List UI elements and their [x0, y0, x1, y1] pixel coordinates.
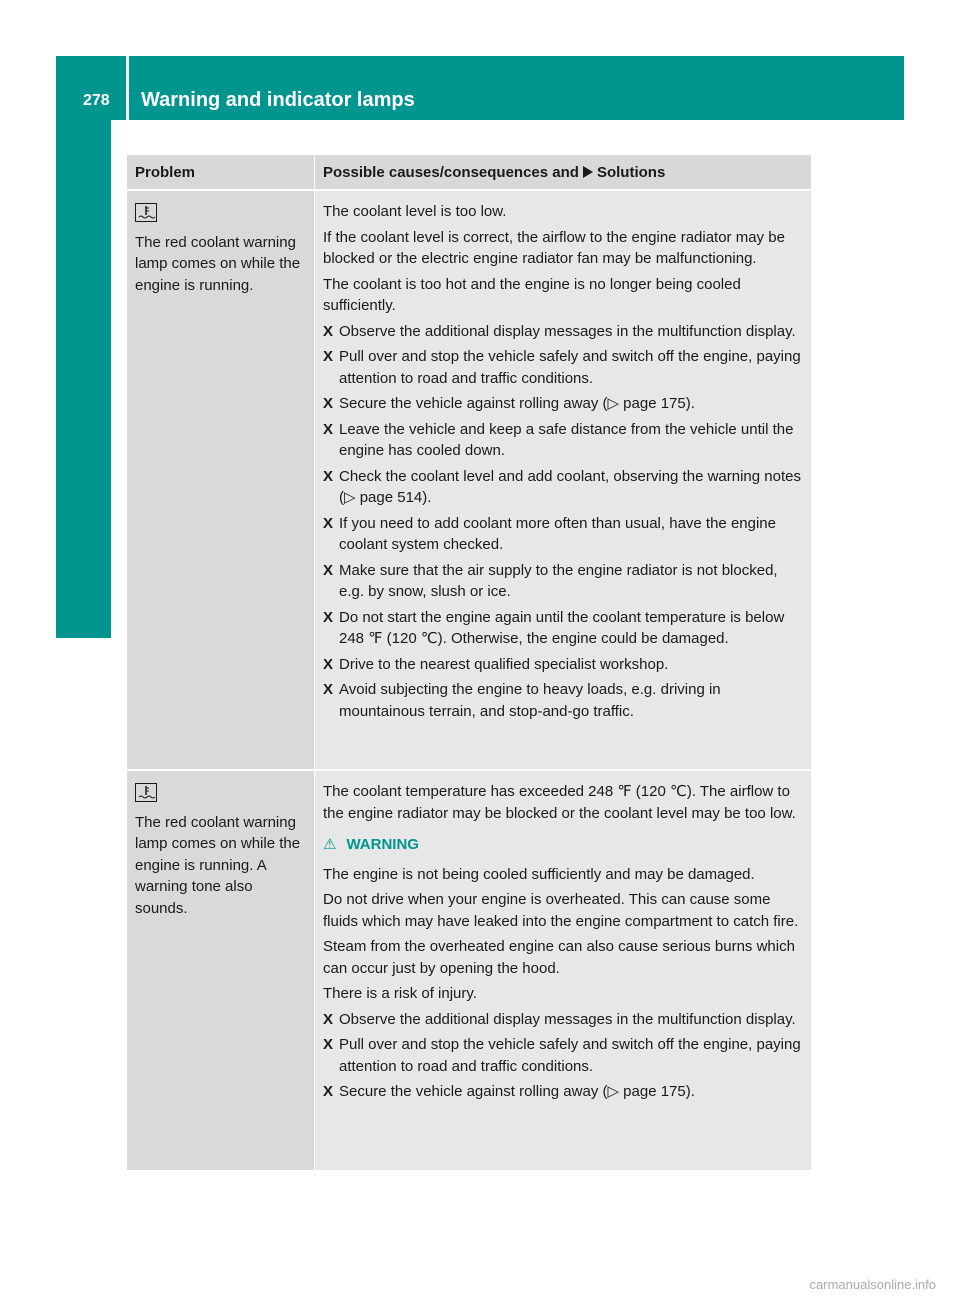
- paragraph: If the coolant level is correct, the airflow to the engine radiator may be blocked or the electric engine radiator fan may be malfunctioning.: [323, 228, 785, 267]
- paragraph: Steam from the overheated engine can also cause serious burns which can occur just by opening the hood.: [323, 938, 795, 977]
- step-item: X Drive to the nearest qualified specialist workshop.: [323, 654, 804, 676]
- problem-cell: [127, 191, 314, 769]
- step-item: X Avoid subjecting the engine to heavy loads, e.g. driving in mountainous terrain, and stop-and-go traffic.: [323, 681, 721, 720]
- step-item: X Check the coolant level and add coolant, observing the warning notes (▷ page 514).: [323, 467, 801, 506]
- paragraph: The coolant temperature has exceeded 248 ℉ (120 ℃). The airflow to the engine radiator may be blocked or the coolant level may be too low.: [323, 783, 796, 822]
- step-item: X Leave the vehicle and keep a safe distance from the vehicle until the engine has cooled down.: [323, 420, 794, 459]
- page-number: 278: [83, 92, 110, 109]
- watermark: carmanualsonline.info: [809, 1277, 936, 1292]
- x-bullet-icon: X: [323, 420, 334, 438]
- x-bullet-icon: X: [323, 514, 334, 532]
- step-item: X Observe the additional display messages in the multifunction display.: [323, 1009, 804, 1031]
- header-bar: [56, 56, 904, 120]
- paragraph: The coolant is too hot and the engine is no longer being cooled sufficiently.: [323, 275, 741, 314]
- x-bullet-icon: X: [323, 322, 334, 340]
- coolant-temperature-icon: [135, 783, 157, 802]
- x-bullet-icon: X: [323, 1083, 334, 1100]
- paragraph: There is a risk of injury.: [323, 985, 477, 1002]
- step-item: X Pull over and stop the vehicle safely and switch off the engine, paying attention to road and traffic conditions.: [323, 1036, 801, 1075]
- x-bullet-icon: X: [323, 1010, 334, 1028]
- x-bullet-icon: X: [323, 348, 334, 365]
- x-bullet-icon: X: [323, 561, 334, 579]
- side-tab-label: On-board computer and displays: [71, 248, 94, 562]
- solution-arrow-icon: [583, 166, 593, 178]
- header-problem: Problem: [135, 164, 196, 181]
- header-solution: [314, 155, 811, 189]
- step-item: X Make sure that the air supply to the engine radiator is not blocked, e.g. by snow, slush or ice.: [323, 561, 778, 600]
- paragraph: The engine is not being cooled sufficiently and may be damaged.: [323, 865, 755, 883]
- table-row: [127, 771, 811, 1170]
- x-bullet-icon: X: [323, 681, 334, 698]
- step-item: X Secure the vehicle against rolling away (▷ page 175).: [323, 1081, 804, 1103]
- warning-heading: ⚠ WARNING: [323, 834, 804, 856]
- step-item: X Secure the vehicle against rolling away (▷ page 175).: [323, 393, 804, 415]
- solution-cell: [314, 771, 811, 1170]
- x-bullet-icon: X: [323, 395, 334, 412]
- x-bullet-icon: X: [323, 1036, 334, 1053]
- warning-triangle-icon: ⚠: [323, 836, 337, 853]
- step-item: X Pull over and stop the vehicle safely and switch off the engine, paying attention to road and traffic conditions.: [323, 348, 801, 387]
- paragraph: The coolant level is too low.: [323, 203, 507, 220]
- problem-cell: [127, 771, 314, 1170]
- header-solution-text-2: Solutions: [596, 164, 666, 181]
- paragraph: Do not drive when your engine is overheated. This can cause some fluids which may have leaked into the engine compartment to catch fire.: [323, 891, 799, 930]
- problem-solution-table: [127, 155, 811, 1170]
- table-header: [127, 155, 811, 189]
- table-row: [127, 191, 811, 769]
- step-item: X If you need to add coolant more often than usual, have the engine coolant system checked.: [323, 514, 776, 553]
- step-item: X Observe the additional display messages in the multifunction display.: [323, 321, 804, 343]
- header-solution-text: Possible causes/consequences and: [323, 164, 579, 181]
- page-number-box: [56, 56, 129, 120]
- solution-cell: [314, 191, 811, 769]
- step-item: X Do not start the engine again until the coolant temperature is below 248 ℉ (120 ℃). Otherwise, the engine could be damaged.: [323, 608, 785, 647]
- problem-text: The red coolant warning lamp comes on while the engine is running.: [135, 233, 301, 294]
- coolant-temperature-icon: [135, 203, 157, 222]
- page-title: Warning and indicator lamps: [141, 89, 415, 111]
- x-bullet-icon: X: [323, 467, 334, 485]
- problem-text: The red coolant warning lamp comes on while the engine is running. A warning tone also sounds.: [135, 813, 301, 917]
- x-bullet-icon: X: [323, 655, 334, 673]
- x-bullet-icon: X: [323, 608, 334, 626]
